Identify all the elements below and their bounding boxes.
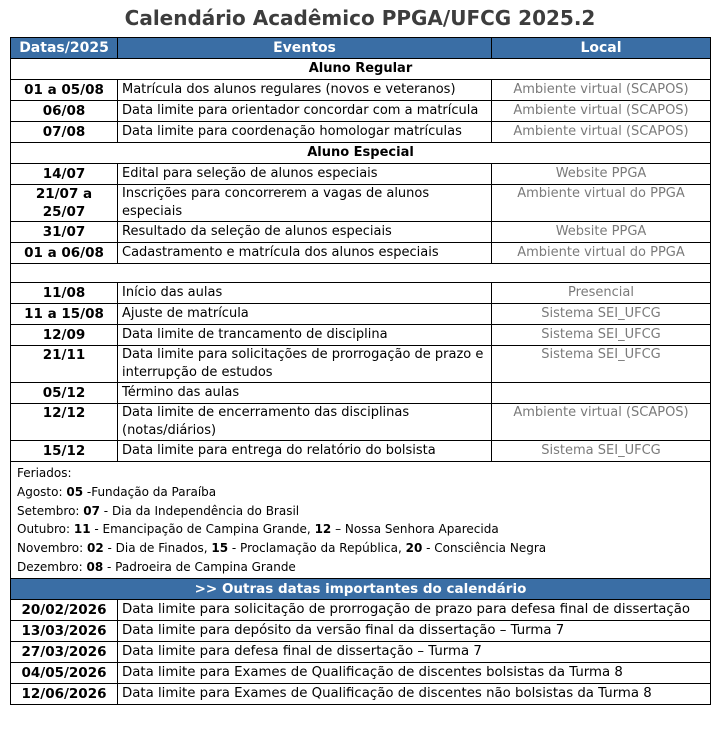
outras-header-row	[11, 578, 711, 599]
table-row	[11, 222, 711, 243]
date-cell: 13/03/2026	[11, 620, 118, 641]
table-row	[11, 122, 711, 143]
event-cell: Data limite para coordenação homologar matrículas	[118, 122, 492, 143]
location-cell	[492, 383, 711, 404]
location-cell: Ambiente virtual (SCAPOS)	[492, 101, 711, 122]
location-cell: Ambiente virtual (SCAPOS)	[492, 122, 711, 143]
event-cell: Matrícula dos alunos regulares (novos e veteranos)	[118, 80, 492, 101]
date-cell: 15/12	[11, 441, 118, 462]
date-cell: 01 a 05/08	[11, 80, 118, 101]
table-row	[11, 441, 711, 462]
location-cell: Website PPGA	[492, 164, 711, 185]
table-row	[11, 304, 711, 325]
date-cell: 21/11	[11, 346, 118, 383]
date-cell: 11 a 15/08	[11, 304, 118, 325]
event-cell: Data limite para defesa final de dissertação – Turma 7	[118, 641, 711, 662]
event-cell: Inscrições para concorrerem a vagas de alunos especiais	[118, 185, 492, 222]
table-row	[11, 683, 711, 704]
table-row	[11, 346, 711, 383]
outras-title: Outras datas importantes do calendário	[221, 580, 527, 597]
calendar-table	[10, 37, 711, 705]
blank-cell	[11, 264, 711, 283]
date-cell: 12/12	[11, 404, 118, 441]
table-row	[11, 404, 711, 441]
event-cell: Data limite para depósito da versão final da dissertação – Turma 7	[118, 620, 711, 641]
date-cell: 07/08	[11, 122, 118, 143]
location-cell: Sistema SEI_UFCG	[492, 346, 711, 383]
date-cell: 01 a 06/08	[11, 243, 118, 264]
date-cell: 11/08	[11, 283, 118, 304]
page-title: Calendário Acadêmico PPGA/UFCG 2025.2	[124, 6, 596, 30]
event-cell: Data limite para entrega do relatório do bolsista	[118, 441, 492, 462]
feriados-row	[11, 462, 711, 579]
table-row	[11, 243, 711, 264]
date-cell: 06/08	[11, 101, 118, 122]
event-cell: Término das aulas	[118, 383, 492, 404]
event-cell: Data limite para solicitações de prorrogação de prazo e interrupção de estudos	[118, 346, 492, 383]
header-location: Local	[492, 38, 711, 59]
header-dates: Datas/2025	[11, 38, 118, 59]
date-cell: 05/12	[11, 383, 118, 404]
feriado-agosto: Agosto: 05 -Fundação da Paraíba	[17, 484, 217, 499]
location-cell: Website PPGA	[492, 222, 711, 243]
double-chevron-right-icon: >>	[194, 580, 218, 597]
table-row	[11, 185, 711, 222]
table-row	[11, 164, 711, 185]
location-cell: Presencial	[492, 283, 711, 304]
table-row	[11, 80, 711, 101]
location-cell: Sistema SEI_UFCG	[492, 325, 711, 346]
date-cell: 20/02/2026	[11, 599, 118, 620]
table-row	[11, 662, 711, 683]
section-row	[11, 143, 711, 164]
section-aluno-regular: Aluno Regular	[11, 59, 711, 80]
table-row	[11, 101, 711, 122]
location-cell: Sistema SEI_UFCG	[492, 304, 711, 325]
location-cell: Ambiente virtual do PPGA	[492, 243, 711, 264]
event-cell: Data limite de trancamento de disciplina	[118, 325, 492, 346]
date-cell: 12/09	[11, 325, 118, 346]
event-cell: Cadastramento e matrícula dos alunos especiais	[118, 243, 492, 264]
event-cell: Data limite para orientador concordar com a matrícula	[118, 101, 492, 122]
event-cell: Data limite para Exames de Qualificação de discentes não bolsistas da Turma 8	[118, 683, 711, 704]
outras-header	[11, 578, 711, 599]
blank-row	[11, 264, 711, 283]
location-cell: Sistema SEI_UFCG	[492, 441, 711, 462]
feriados-label: Feriados:	[17, 466, 72, 480]
location-cell: Ambiente virtual (SCAPOS)	[492, 80, 711, 101]
table-row	[11, 325, 711, 346]
feriado-outubro: Outubro: 11 - Emancipação de Campina Grande, 12 – Nossa Senhora Aparecida	[17, 522, 499, 537]
date-cell: 31/07	[11, 222, 118, 243]
feriado-dezembro: Dezembro: 08 - Padroeira de Campina Grande	[17, 559, 296, 574]
location-cell: Ambiente virtual (SCAPOS)	[492, 404, 711, 441]
table-row	[11, 383, 711, 404]
table-header	[11, 38, 711, 59]
event-cell: Data limite para solicitação de prorrogação de prazo para defesa final de dissertação	[118, 599, 711, 620]
event-cell: Início das aulas	[118, 283, 492, 304]
location-cell: Ambiente virtual do PPGA	[492, 185, 711, 222]
section-row	[11, 59, 711, 80]
event-cell: Ajuste de matrícula	[118, 304, 492, 325]
date-cell: 04/05/2026	[11, 662, 118, 683]
table-row	[11, 283, 711, 304]
date-cell: 12/06/2026	[11, 683, 118, 704]
event-cell: Data limite para Exames de Qualificação de discentes bolsistas da Turma 8	[118, 662, 711, 683]
table-row	[11, 641, 711, 662]
date-cell: 21/07 a 25/07	[11, 185, 118, 222]
section-aluno-especial: Aluno Especial	[11, 143, 711, 164]
header-events: Eventos	[118, 38, 492, 59]
feriado-novembro: Novembro: 02 - Dia de Finados, 15 - Proclamação da República, 20 - Consciência Negra	[17, 541, 547, 556]
event-cell: Data limite de encerramento das disciplinas (notas/diários)	[118, 404, 492, 441]
date-cell: 27/03/2026	[11, 641, 118, 662]
feriados-block	[11, 462, 711, 579]
feriado-setembro: Setembro: 07 - Dia da Independência do Brasil	[17, 503, 300, 518]
table-row	[11, 599, 711, 620]
event-cell: Edital para seleção de alunos especiais	[118, 164, 492, 185]
table-row	[11, 620, 711, 641]
event-cell: Resultado da seleção de alunos especiais	[118, 222, 492, 243]
date-cell: 14/07	[11, 164, 118, 185]
